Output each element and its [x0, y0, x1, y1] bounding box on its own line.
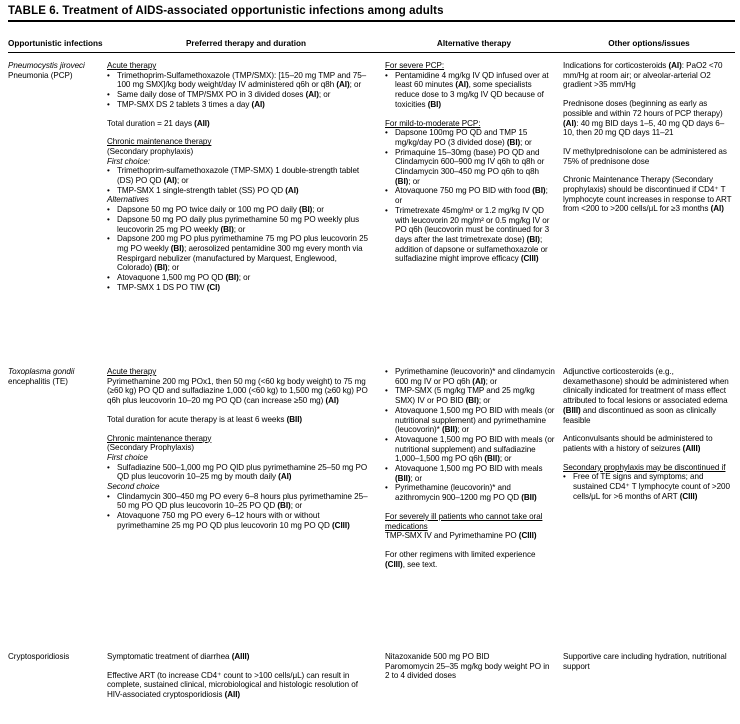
spacer — [563, 425, 733, 434]
preferred-therapy-cell — [107, 652, 385, 700]
therapy-text: Chronic Maintenance Therapy (Secondary prophylaxis) should be discontinued if CD4⁺ T lymphocyte count increases in response to ART from <200 to >200 cells/μL for ≥3 months (AI) — [563, 175, 732, 214]
therapy-text: TMP-SMX IV and Pyrimethamine PO (CIII) — [385, 531, 537, 541]
therapy-bullet-item — [385, 367, 555, 386]
other-options-cell — [563, 61, 735, 367]
bullet-icon: • — [385, 464, 388, 474]
bullet-icon: • — [107, 273, 110, 283]
infection-name-plain: Cryptosporidiosis — [8, 652, 70, 661]
therapy-text: Total duration = 21 days (AII) — [107, 118, 210, 128]
therapy-text: Indications for corticosteroids (AI): PaO2 <70 mm/Hg at room air; or alveolar-arterial O2 gradient >35 mm/Hg — [563, 61, 723, 90]
bullet-text: Atovaquone 1,500 mg PO BID with meals (or nutritional supplement) and pyrimethamine (leucovorin)* (BII); or — [395, 405, 555, 435]
therapy-text: Effective ART (to increase CD4⁺ count to >100 cells/μL) can result in complete, sustained clinical, microbiological and histologic resolution of HIV-associated cryptosporidiosis (AII) — [107, 670, 358, 700]
infection-name-cell — [8, 652, 107, 700]
therapy-bullet-item — [107, 463, 373, 482]
bullet-text: TMP-SMX DS 2 tablets 3 times a day (AI) — [117, 99, 265, 109]
bullet-icon: • — [385, 367, 388, 376]
bullet-text: Trimetrexate 45mg/m² or 1.2 mg/kg IV QD with leucovorin 20 mg/m² or 0.5 mg/kg IV or PO q6h (leucovorin must be continued for 3 days after the last trimetrexate dose) (BI); addition of dapsone or sulfamethoxazole or sulfadiazine might improve efficacy (CIII) — [395, 205, 550, 264]
therapy-text: (Secondary prophylaxis) — [107, 146, 194, 156]
table-header-row — [8, 22, 735, 52]
bullet-text: Dapsone 50 mg PO twice daily or 100 mg PO daily (BI); or — [117, 205, 324, 215]
spacer — [563, 454, 733, 463]
table-row — [8, 61, 735, 367]
spacer — [107, 406, 373, 415]
spacer — [563, 138, 733, 147]
section-heading: For mild-to-moderate PCP: — [385, 118, 481, 128]
bullet-text: TMP-SMX (5 mg/kg TMP and 25 mg/kg SMX) IV or PO BID (BI); or — [395, 386, 535, 406]
bullet-icon: • — [107, 234, 110, 244]
column-header-preferred-therapy: Preferred therapy and duration — [185, 39, 307, 49]
bullet-icon: • — [385, 405, 388, 415]
infection-name-italic: Toxoplasma gondii — [8, 367, 75, 376]
therapy-bullet-item — [107, 100, 373, 110]
infection-name-plain: Pneumonia (PCP) — [8, 70, 73, 80]
bullet-text: Atovaquone 1,500 mg PO QD (BI); or — [117, 273, 251, 283]
therapy-text: IV methylprednisolone can be administered as 75% of prednisone dose — [563, 146, 727, 166]
bullet-icon: • — [107, 70, 110, 80]
therapy-text: (Secondary Prophylaxis) — [107, 443, 195, 453]
bullet-icon: • — [107, 166, 110, 176]
bullet-text: Atovaquone 750 mg PO BID with food (BI); or — [395, 186, 548, 206]
bullet-text: Primaquine 15–30mg (base) PO QD and Clindamycin 600–900 mg IV q6h to q8h or Clindamycin 300–450 mg PO q6h to q8h (BI); or — [395, 147, 545, 186]
table-row — [8, 652, 735, 700]
column-header-other-options: Other options/issues — [608, 39, 690, 49]
other-options-cell — [563, 652, 735, 700]
bullet-icon: • — [107, 282, 110, 292]
therapy-bullet-item — [107, 234, 373, 273]
table-title: TABLE 6. Treatment of AIDS-associated opportunistic infections among adults — [8, 5, 444, 17]
spacer — [107, 425, 373, 434]
therapy-bullet-item — [385, 148, 555, 187]
therapy-bullet-item — [385, 128, 555, 147]
bullet-icon: • — [107, 511, 110, 521]
bullet-text: Atovaquone 1,500 mg PO BID with meals (or nutritional supplement) and sulfadiazine 1,000–1,500 mg PO q6h (BII); or — [395, 434, 555, 464]
alternative-therapy-cell — [385, 652, 563, 700]
therapy-bullet-item — [385, 483, 555, 502]
subsection-label: Second choice — [107, 482, 160, 492]
bullet-text: Pyrimethamine (leucovorin)* and clindamycin 600 mg IV or PO q6h (AI); or — [395, 367, 555, 386]
section-heading: Acute therapy — [107, 367, 157, 376]
bullet-icon: • — [385, 386, 388, 396]
section-heading: Acute therapy — [107, 61, 157, 70]
section-heading: Chronic maintenance therapy — [107, 137, 212, 147]
bullet-icon: • — [385, 483, 388, 493]
bullet-icon: • — [385, 186, 388, 196]
section-heading: Chronic maintenance therapy — [107, 433, 212, 443]
table-body — [8, 53, 735, 700]
therapy-text: Symptomatic treatment of diarrhea (AIII) — [107, 652, 250, 661]
therapy-bullet-item — [107, 283, 373, 293]
therapy-bullet-item — [563, 472, 733, 501]
bullet-text: Clindamycin 300–450 mg PO every 6–8 hours plus pyrimethamine 25–50 mg PO QD plus leucovorin 10–25 PO QD (BI); or — [117, 491, 368, 511]
bullet-text: Free of TE signs and symptoms; and sustained CD4⁺ T lymphocyte count of >200 cells/μL for >6 months of ART (CIII) — [573, 472, 730, 501]
bullet-icon: • — [107, 214, 110, 224]
subsection-label: First choice: — [107, 156, 150, 166]
therapy-text: For other regimens with limited experience (CIII), see text. — [385, 549, 536, 569]
section-heading: For severe PCP: — [385, 61, 445, 70]
therapy-text: Pyrimethamine 200 mg POx1, then 50 mg (<60 kg body weight) to 75 mg (≥60 kg) PO QD and sulfadiazine 1,000 (<60 kg) to 1,500 mg (≥60 kg) PO q6h plus leucovorin 10–20 mg PO QD (can increase ≥50 mg) (AI) — [107, 376, 368, 406]
bullet-text: TMP-SMX 1 DS PO TIW (CI) — [117, 282, 220, 292]
spacer — [107, 110, 373, 119]
infection-name-cell — [8, 367, 107, 652]
therapy-bullet-item — [385, 71, 555, 110]
bullet-text: Pentamidine 4 mg/kg IV QD infused over at least 60 minutes (AI), some specialists reduce dose to 3 mg/kg IV QD because of toxicities (BI) — [395, 70, 549, 109]
therapy-bullet-item — [107, 205, 373, 215]
spacer — [385, 503, 555, 512]
therapy-text: Anticonvulsants should be administered to patients with a history of seizures (AIII) — [563, 434, 713, 453]
therapy-text: Adjunctive corticosteroids (e.g., dexamethasone) should be administered when clinically indicated for treatment of mass effect attributed to focal lesions or associated edema (BIII) and discontinued as soon as clinically feasible — [563, 367, 729, 425]
alternative-therapy-cell — [385, 367, 563, 652]
therapy-bullet-item — [385, 386, 555, 405]
subsection-label: First choice — [107, 452, 148, 462]
therapy-bullet-item — [385, 464, 555, 483]
subsection-label: Alternatives — [107, 195, 149, 205]
therapy-bullet-item — [385, 206, 555, 264]
therapy-bullet-item — [107, 511, 373, 530]
bullet-icon: • — [563, 472, 566, 482]
bullet-icon: • — [385, 128, 388, 138]
infection-name-plain: encephalitis (TE) — [8, 376, 68, 386]
therapy-bullet-item — [107, 71, 373, 90]
bullet-icon: • — [107, 99, 110, 109]
therapy-text: Nitazoxanide 500 mg PO BID — [385, 652, 490, 661]
preferred-therapy-cell — [107, 61, 385, 367]
therapy-bullet-item — [385, 406, 555, 435]
infection-name-italic: Pneumocystis jiroveci — [8, 61, 85, 70]
spacer — [107, 128, 373, 137]
bullet-text: Pyrimethamine (leucovorin)* and azithromycin 900–1200 mg PO QD (BII) — [395, 483, 537, 503]
column-header-alternative-therapy: Alternative therapy — [436, 39, 512, 49]
therapy-bullet-item — [107, 166, 373, 185]
therapy-bullet-item — [107, 492, 373, 511]
bullet-text: Sulfadiazine 500–1,000 mg PO QID plus pyrimethamine 25–50 mg PO QD plus leucovorin 10–25 mg by mouth daily (AI) — [117, 462, 368, 482]
spacer — [563, 90, 733, 99]
bullet-icon: • — [107, 462, 110, 472]
bullet-icon: • — [385, 205, 388, 215]
infection-name-cell — [8, 61, 107, 367]
therapy-text: Paromomycin 25–35 mg/kg body weight PO in 2 to 4 divided doses — [385, 661, 550, 681]
therapy-bullet-item — [107, 215, 373, 234]
bullet-text: Same daily dose of TMP/SMX PO in 3 divided doses (AI); or — [117, 90, 331, 100]
therapy-text: Total duration for acute therapy is at least 6 weeks (BII) — [107, 414, 303, 424]
therapy-bullet-item — [107, 273, 373, 283]
bullet-text: Atovaquone 750 mg PO every 6–12 hours with or without pyrimethamine 25 mg PO QD plus leucovorin 10 mg PO QD (CIII) — [117, 511, 350, 530]
therapy-bullet-item — [107, 186, 373, 196]
bullet-text: Trimethoprim-sulfamethoxazole (TMP-SMX) 1 double-strength tablet (DS) PO QD (AI); or — [117, 166, 360, 186]
spacer — [563, 166, 733, 175]
bullet-icon: • — [107, 205, 110, 215]
bullet-icon: • — [385, 434, 388, 444]
section-heading: Secondary prophylaxis may be discontinued if — [563, 462, 726, 472]
preferred-therapy-cell — [107, 367, 385, 652]
spacer — [385, 541, 555, 550]
therapy-bullet-item — [385, 435, 555, 464]
section-heading: For severely ill patients who cannot take oral medications — [385, 511, 543, 531]
bullet-text: Dapsone 100mg PO QD and TMP 15 mg/kg/day PO (3 divided dose) (BI); or — [395, 128, 532, 147]
therapy-bullet-item — [107, 90, 373, 100]
bullet-text: TMP-SMX 1 single-strength tablet (SS) PO QD (AI) — [117, 185, 299, 195]
alternative-therapy-cell — [385, 61, 563, 367]
spacer — [107, 662, 373, 671]
other-options-cell — [563, 367, 735, 652]
bullet-icon: • — [107, 185, 110, 195]
bullet-icon: • — [385, 70, 388, 80]
table-row — [8, 367, 735, 652]
bullet-icon: • — [107, 90, 110, 100]
bullet-text: Dapsone 50 mg PO daily plus pyrimethamine 50 mg PO weekly plus leucovorin 25 mg PO weekly (BI); or — [117, 214, 360, 234]
therapy-bullet-item — [385, 186, 555, 205]
bullet-text: Dapsone 200 mg PO plus pyrimethamine 75 mg PO plus leucovorin 25 mg PO weekly (BI); aerosolized pentamidine 300 mg every month via Respirgard nebulizer (manufactured by Marquest, Englewood, Colorado) (BI); or — [117, 234, 368, 273]
therapy-text: Prednisone doses (beginning as early as possible and within 72 hours of PCP therapy) (AI): 40 mg BID days 1–5, 40 mg QD days 6–10, then 20 mg QD days 11–21 — [563, 99, 725, 138]
bullet-text: Trimethoprim-Sulfamethoxazole (TMP/SMX): [15–20 mg TMP and 75–100 mg SMX]/kg body weight/day IV administered q6h or q8h (AI); or — [117, 70, 367, 90]
bullet-icon: • — [385, 147, 388, 157]
column-header-opportunistic-infections: Opportunistic infections — [8, 39, 103, 49]
bullet-icon: • — [107, 491, 110, 501]
therapy-text: Supportive care including hydration, nutritional support — [563, 652, 727, 671]
spacer — [385, 110, 555, 119]
bullet-text: Atovaquone 1,500 mg PO BID with meals (BII); or — [395, 464, 543, 483]
